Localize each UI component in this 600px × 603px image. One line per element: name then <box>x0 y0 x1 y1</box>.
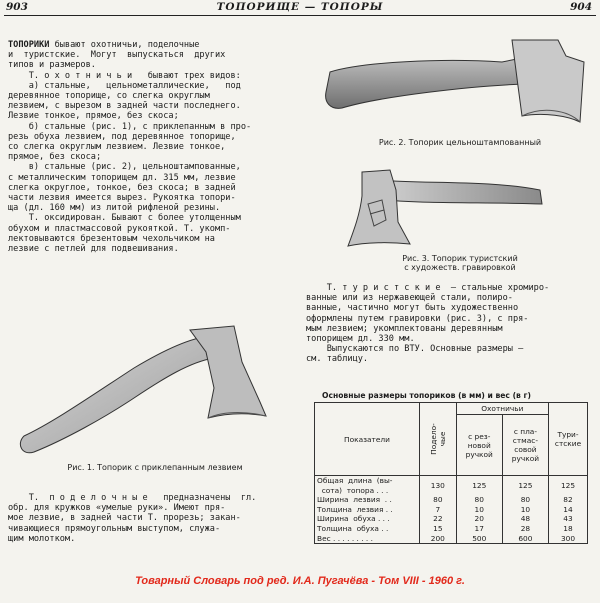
figure-1-caption: Рис. 1. Топорик с приклепанным лезвием <box>67 463 243 472</box>
page-number-right: 904 <box>570 1 592 13</box>
paragraph-intro: ТОПОРИКИ бывают охотничьи, поделочные и туристские. Могут выпускаться других типов и размеров. <box>8 40 226 71</box>
header-plastic-handle: с пла- стмас- совой ручкой <box>502 415 548 476</box>
paragraph-production: Выпускаются по ВТУ. Основные размеры — см. таблицу. <box>306 344 524 365</box>
running-header <box>0 0 600 14</box>
left-column-text <box>8 40 251 254</box>
table-row: Вес . . . . . . . . . 200 500 600 300 <box>315 534 588 544</box>
table-row: Ширина лезвия . . 80 80 80 82 <box>315 495 588 505</box>
table-row: Толщина лезвия . . 7 10 10 14 <box>315 505 588 515</box>
figure-2-caption: Рис. 2. Топорик цельноштампованный <box>378 138 542 147</box>
table-row: Ширина обуха . . . 22 20 48 43 <box>315 514 588 524</box>
lead-term: ТОПОРИКИ <box>8 40 50 50</box>
paragraph-tourist: Т. т у р и с т с к и е — стальные хромиро- ванные или из нержавеющей стали, полиро- ванные, частично могут быть художественно оформлены путем гравировки (рис. 3), с пря- мым лезвием; укомплектованы деревянным топорищем дл. 330 мм. <box>306 283 550 345</box>
table-title: Основные размеры топориков (в мм) и вес (в г) <box>322 391 531 400</box>
source-credit: Товарный Словарь под ред. И.А. Пугачёва - Том VIII - 1960 г. <box>135 575 465 587</box>
figure-2-hatchet-illustration <box>322 36 590 126</box>
page-title: ТОПОРИЩЕ — ТОПОРЫ <box>216 1 384 13</box>
paragraph-hunting: Т. о х о т н и ч ь и бывают трех видов: а) стальные, цельнометаллические, под деревянное топорище, со слегка округлым лезвием, с вырезом в задней части последнего. Лезвие тонкое, прямое, без скоса; б) стальные (рис. 1), с приклепанным в про- резь обуха лезвием, под деревянное топорище, со слегка округлым лезвием. Лезвие тонкое, прямое, без скоса; в) стальные (рис. 2), цельноштампованные, с металлическим топорищем дл. 315 мм, лезвие слегка округлое, тонкое, без скоса; в задней части лезвия имеется вырез. Рукоятка топори- ща (дл. 160 мм) из литой рифленой резины. Т. оксидирован. Бывают с более утолщенным обухом и пластмассовой рукояткой. Т. укомп- лектовываются брезентовым чехольчиком на лезвие с петлей для подвешивания. <box>8 70 252 255</box>
header-craft: Подело- чые <box>420 403 457 476</box>
figure-3-caption: Рис. 3. Топорик туристский с художеств. гравировкой <box>402 254 518 272</box>
page-number-left: 903 <box>6 1 28 13</box>
table-row: Толщина обуха . . 15 17 28 18 <box>315 524 588 534</box>
header-rubber-handle: с рез- новой ручкой <box>456 415 502 476</box>
header-indicators: Показатели <box>315 403 420 476</box>
sizes-table <box>314 402 588 544</box>
header-tourist: Тури- стские <box>549 403 588 476</box>
right-column-text <box>306 283 549 365</box>
paragraph-craft: Т. п о д е л о ч н ы е предназначены гл. обр. для кружков «умелые руки». Имеют пря- мое лезвие, в задней части Т. прорезь; закан- чивающиеся прямоугольным выступом, служа- щим молотком. <box>8 493 257 544</box>
figure-1-hatchet-illustration <box>14 318 284 456</box>
table-row: Общая длина (вы- сота) топора . . . 130 125 125 125 <box>315 476 588 496</box>
figure-3-hatchet-illustration <box>340 160 550 250</box>
header-rule <box>4 15 596 16</box>
header-hunting: Охотничьи <box>456 403 548 415</box>
